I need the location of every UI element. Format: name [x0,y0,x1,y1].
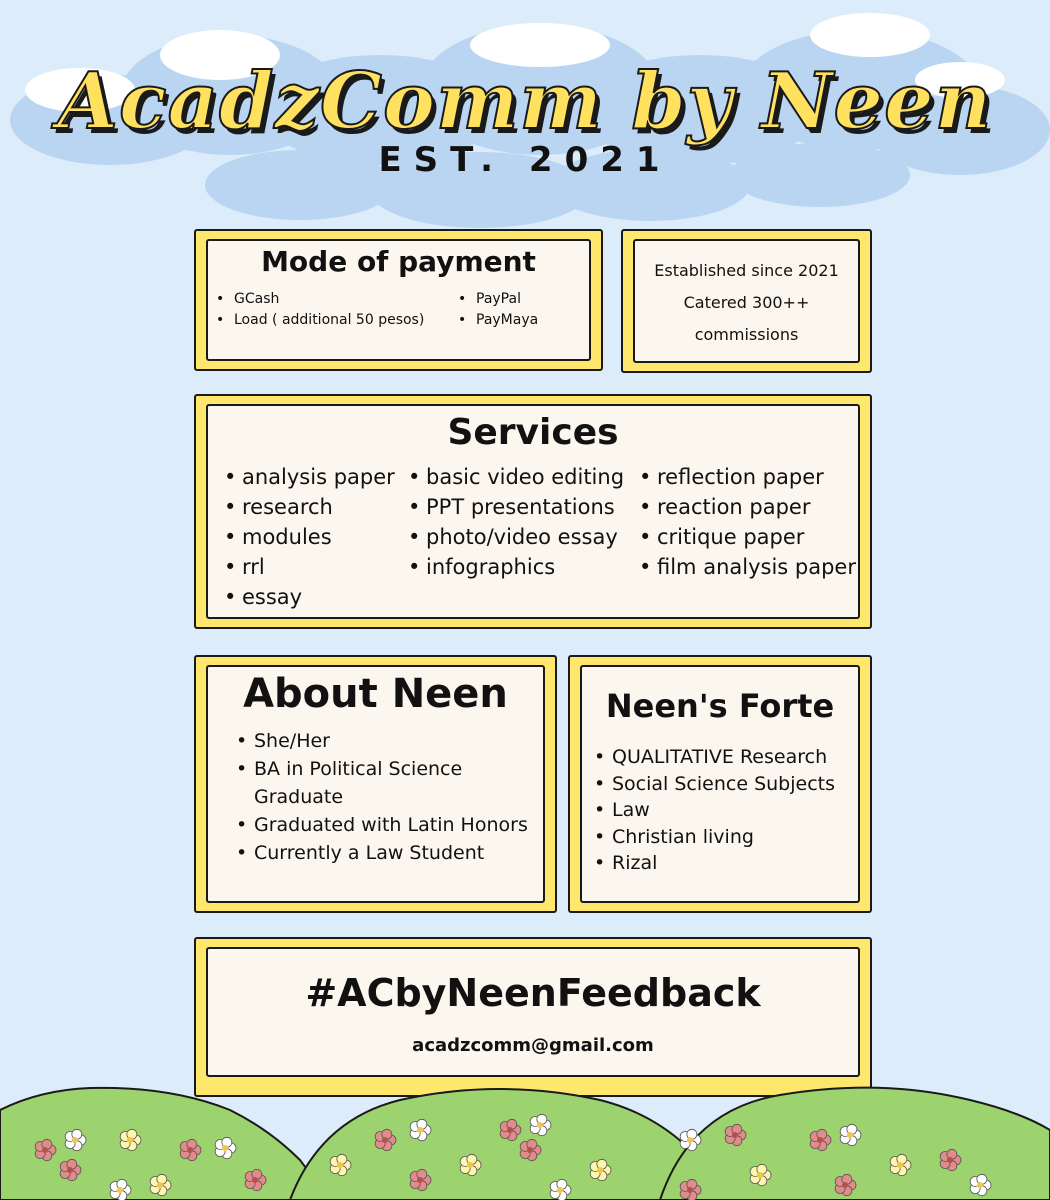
payment-item: • Load ( additional 50 pesos) [212,310,424,331]
service-item: • photo/video essay [404,522,629,552]
service-item: • reaction paper [635,492,856,522]
payment-item: • PayMaya [454,310,538,331]
service-item: • essay [220,582,395,612]
about-item: • She/Her [232,727,532,755]
services-heading: Services [447,412,619,453]
service-item: • basic video editing [404,462,629,492]
contact-email[interactable]: acadzcomm@gmail.com [412,1035,654,1056]
service-item: • film analysis paper [635,552,856,582]
payment-item: • GCash [212,289,424,310]
about-item: • Graduated with Latin Honors [232,811,532,839]
forte-heading: Neen's Forte [605,687,835,725]
payment-heading: Mode of payment [261,245,536,278]
about-item: • BA in Political Science Graduate [232,755,532,811]
service-item: • reflection paper [635,462,856,492]
service-item: • modules [220,522,395,552]
service-item: • PPT presentations [404,492,629,522]
stat-catered: Catered 300++ [683,293,810,312]
stat-commissions: commissions [694,325,799,344]
brand-title: AcadzComm by Neen [57,56,993,147]
feedback-hashtag: #ACbyNeenFeedback [305,971,761,1015]
about-item: • Currently a Law Student [232,839,532,867]
forte-item: • QUALITATIVE Research [590,744,835,771]
stat-established: Established since 2021 [654,261,839,280]
forte-item: • Social Science Subjects [590,771,835,798]
service-item: • critique paper [635,522,856,552]
payment-item: • PayPal [454,289,538,310]
forte-item: • Law [590,797,835,824]
about-heading: About Neen [243,671,508,717]
service-item: • rrl [220,552,395,582]
forte-item: • Rizal [590,850,835,877]
service-item: • infographics [404,552,629,582]
service-item: • research [220,492,395,522]
established-subtitle: EST. 2021 [378,140,672,180]
service-item: • analysis paper [220,462,395,492]
forte-item: • Christian living [590,824,835,851]
